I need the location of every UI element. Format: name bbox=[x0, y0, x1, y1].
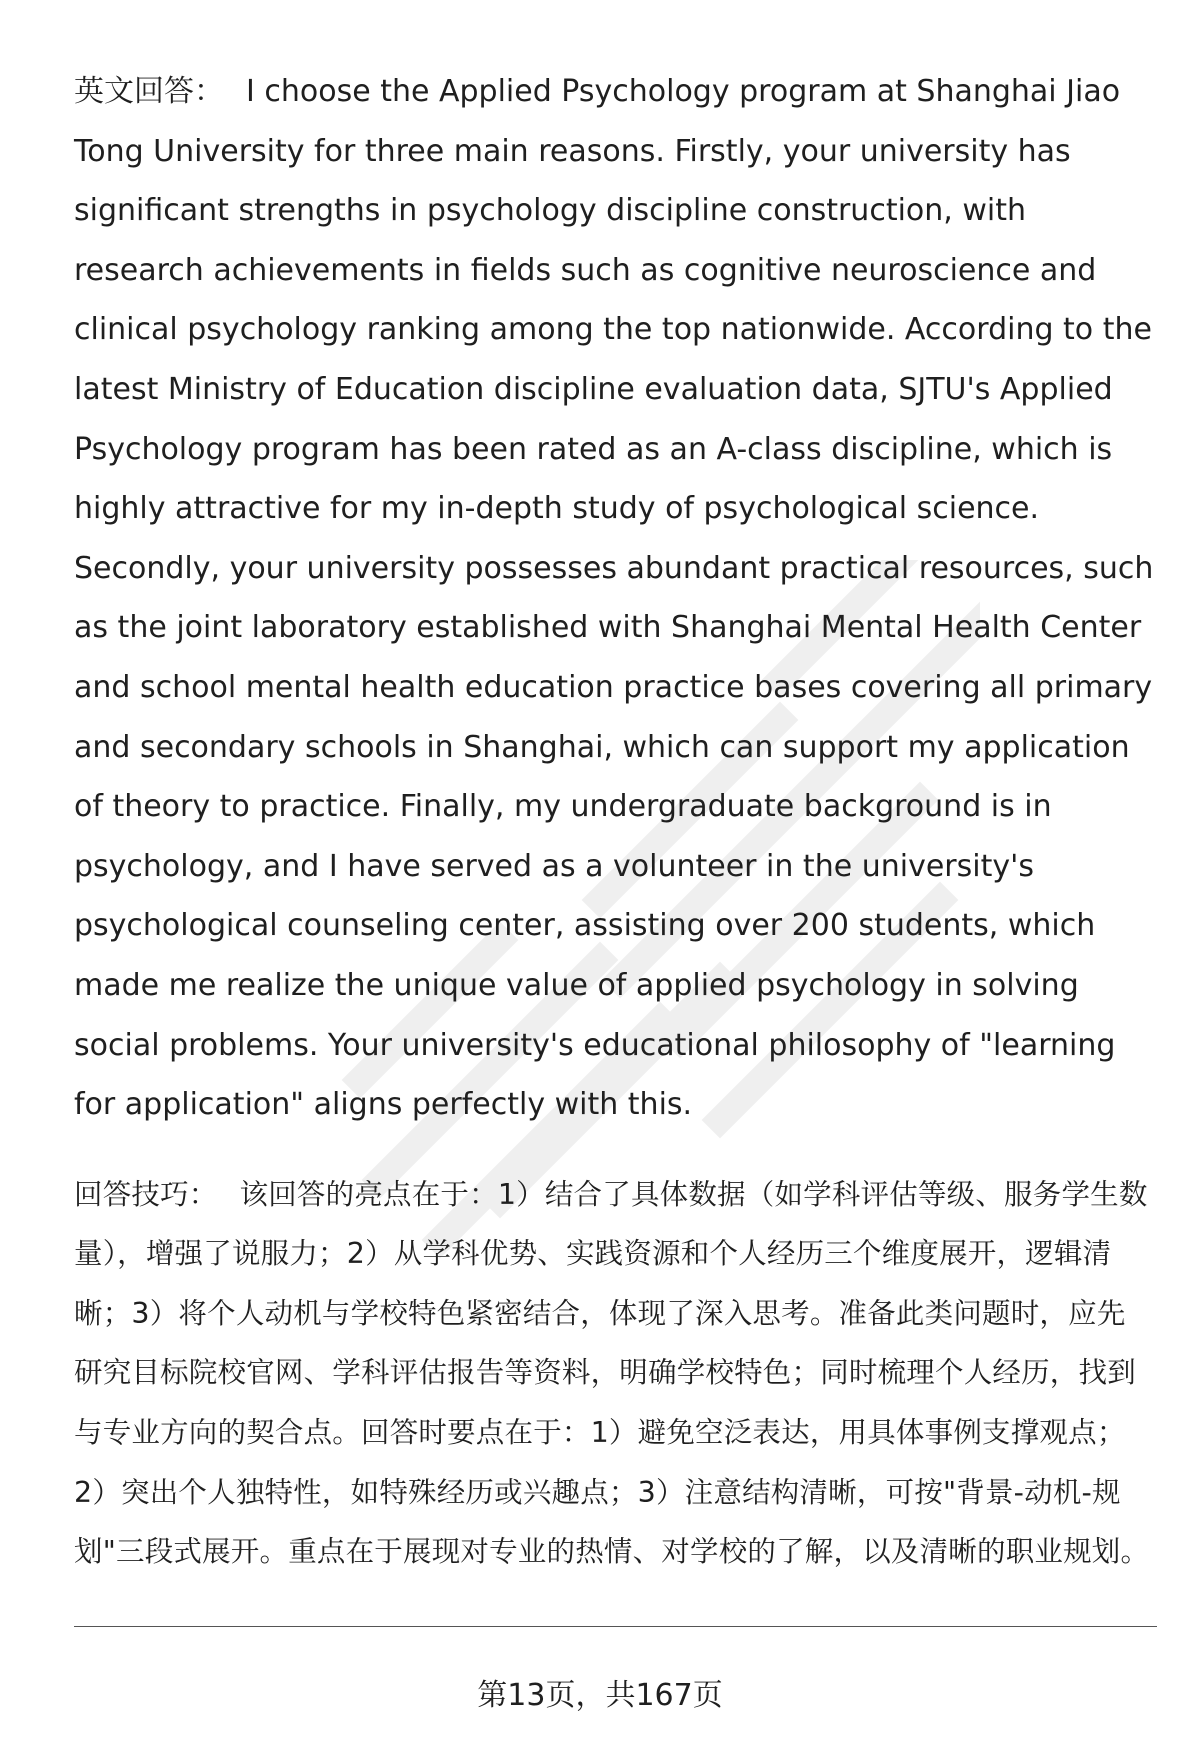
answer-tips-label: 回答技巧： bbox=[74, 1177, 218, 1211]
english-answer-label: 英文回答： bbox=[74, 74, 224, 109]
answer-tips-paragraph bbox=[74, 1165, 1154, 1582]
footer-divider bbox=[74, 1626, 1157, 1627]
english-answer-text: I choose the Applied Psychology program at Shanghai Jiao Tong University for three main reasons. Firstly, your university has significant strengths in psychology discipline construction, with research achievements in fields such as cognitive neuroscience and clinical psychology ranking among the top nationwide. According to the latest Ministry of Education discipline evaluation data, SJTU's Applied Psychology program has been rated as an A-class discipline, which is highly attractive for my in-depth study of psychological science. Secondly, your university possesses abundant practical resources, such as the joint laboratory established with Shanghai Mental Health Center and school mental health education practice bases covering all primary and secondary schools in Shanghai, which can support my application of theory to practice. Finally, my undergraduate background is in psychology, and I have served as a volunteer in the university's psychological counseling center, assisting over 200 students, which made me realize the unique value of applied psychology in solving social problems. Your university's educational philosophy of "learning for application" aligns perfectly with this. bbox=[74, 74, 1154, 1123]
main-content bbox=[74, 62, 1154, 1582]
english-answer-paragraph bbox=[74, 62, 1154, 1135]
page-number: 第13页，共167页 bbox=[477, 1678, 723, 1713]
answer-tips-text: 该回答的亮点在于：1）结合了具体数据（如学科评估等级、服务学生数量），增强了说服力；2）从学科优势、实践资源和个人经历三个维度展开，逻辑清晰；3）将个人动机与学校特色紧密结合，体现了深入思考。准备此类问题时，应先研究目标院校官网、学科评估报告等资料，明确学校特色；同时梳理个人经历，找到与专业方向的契合点。回答时要点在于：1）避免空泛表达，用具体事例支撑观点；2）突出个人独特性，如特殊经历或兴趣点；3）注意结构清晰，可按"背景-动机-规划"三段式展开。重点在于展现对专业的热情、对学校的了解，以及清晰的职业规划。 bbox=[74, 1177, 1150, 1569]
